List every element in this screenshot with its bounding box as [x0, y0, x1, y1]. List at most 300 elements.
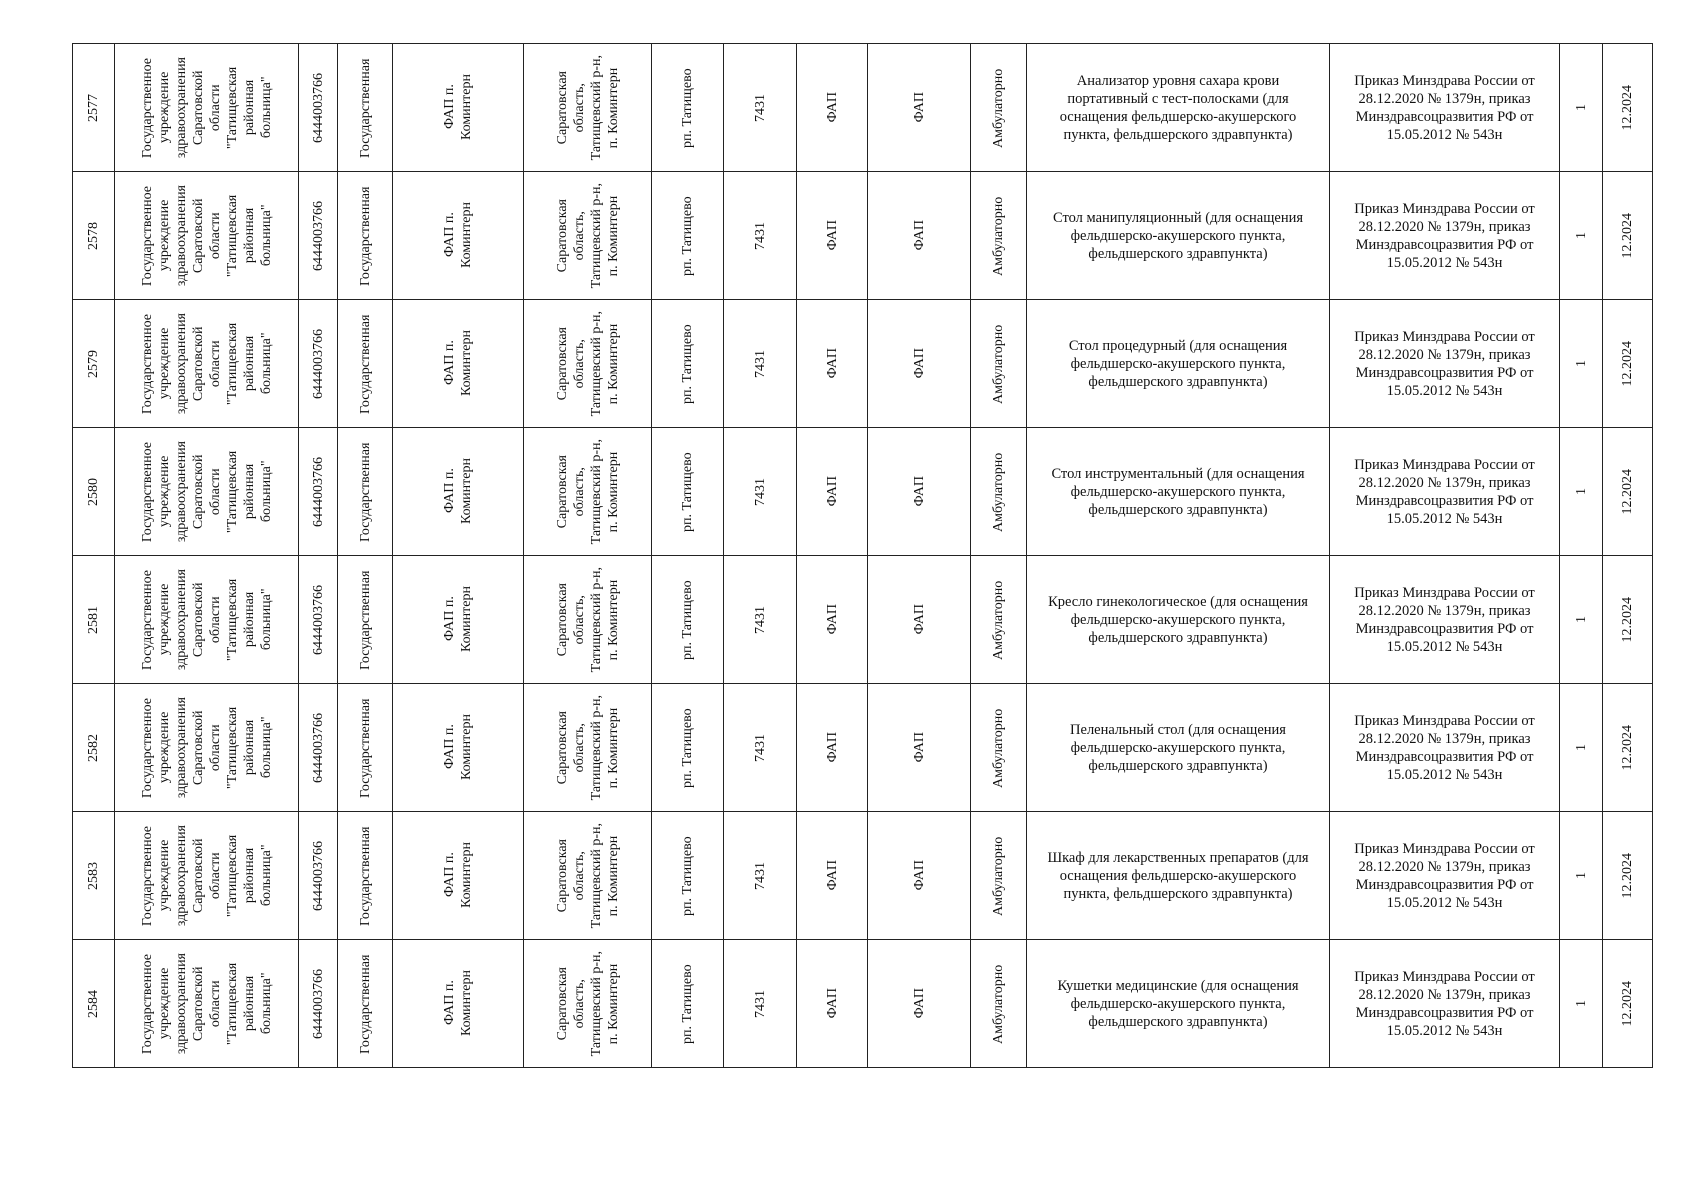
quantity-value-cell [1560, 44, 1603, 172]
organization-name-line: здравоохранения [173, 696, 189, 799]
organization-name-line: Саратовской [190, 966, 206, 1041]
unit-subtype: ФАП [911, 988, 927, 1019]
organization-name-line: Саратовской [190, 198, 206, 273]
unit-name [441, 458, 475, 524]
table-row [73, 300, 1653, 428]
basis-cell [1330, 940, 1560, 1068]
unit-subtype: ФАП [911, 348, 927, 379]
ownership-form-cell [338, 684, 393, 812]
organization-name-line: "Татищевская [224, 834, 240, 917]
organization-name-line: районная [241, 79, 257, 136]
unit-address-line: Татищевский р-н, [588, 694, 604, 801]
inn-number-cell [299, 172, 338, 300]
organization-name-line: здравоохранения [173, 312, 189, 415]
equipment-table [72, 43, 1653, 1068]
organization-name-line: здравоохранения [173, 184, 189, 287]
care-mode-cell [971, 684, 1027, 812]
unit-type: ФАП [824, 604, 840, 635]
quantity-value-cell [1560, 940, 1603, 1068]
quantity-value-cell [1560, 172, 1603, 300]
table-row [73, 812, 1653, 940]
equipment-cell [1027, 428, 1330, 556]
organization-name-line: учреждение [156, 327, 172, 400]
quantity-value-cell [1560, 428, 1603, 556]
unit-name-cell [393, 940, 524, 1068]
code-value: 7431 [752, 221, 768, 250]
organization-name-line: учреждение [156, 967, 172, 1040]
unit-address-line: Саратовская [554, 966, 570, 1041]
organization-name-line: Саратовской [190, 582, 206, 657]
row-number-cell [73, 428, 115, 556]
unit-address-line: Саратовская [554, 710, 570, 785]
care-mode-cell [971, 940, 1027, 1068]
organization-name-line: области [207, 340, 223, 387]
organization-name [139, 313, 275, 414]
basis-cell [1330, 556, 1560, 684]
row-number-cell [73, 44, 115, 172]
inn-number-cell [299, 940, 338, 1068]
organization-name-line: Государственное [139, 697, 155, 798]
legal-basis: Приказ Минздрава России от 28.12.2020 № 1379н, приказ Минздравсоцразвития РФ от 15.05.2012 № 543н [1354, 712, 1535, 783]
unit-address-cell [524, 556, 652, 684]
organization-name-line: области [207, 980, 223, 1027]
row-number-cell [73, 300, 115, 428]
care-mode-cell [971, 172, 1027, 300]
district-name-cell [652, 684, 724, 812]
basis-cell [1330, 300, 1560, 428]
ownership-form: Государственная [357, 185, 373, 286]
code-value-cell [724, 172, 797, 300]
unit-name-line: Коминтерн [459, 586, 474, 653]
unit-subtype-cell [868, 812, 971, 940]
organization-name-cell [115, 44, 299, 172]
unit-address-line: Татищевский р-н, [588, 182, 604, 289]
organization-name-line: здравоохранения [173, 568, 189, 671]
organization-name-line: здравоохранения [173, 952, 189, 1055]
unit-name-line: ФАП п. [442, 597, 457, 642]
unit-name-cell [393, 300, 524, 428]
unit-type-cell [797, 44, 868, 172]
inn-number: 6444003766 [310, 200, 326, 271]
unit-name-cell [393, 44, 524, 172]
care-mode: Амбулаторно [991, 579, 1006, 660]
deadline-date-cell [1603, 684, 1653, 812]
district-name-cell [652, 940, 724, 1068]
unit-address-line: Саратовская [554, 198, 570, 273]
organization-name-line: Государственное [139, 441, 155, 542]
organization-name-cell [115, 428, 299, 556]
ownership-form: Государственная [357, 57, 373, 158]
deadline-date: 12.2024 [1620, 340, 1635, 387]
ownership-form: Государственная [357, 953, 373, 1054]
code-value-cell [724, 812, 797, 940]
ownership-form-cell [338, 812, 393, 940]
quantity-value-cell [1560, 684, 1603, 812]
unit-address-cell [524, 172, 652, 300]
unit-address-line: область, [571, 466, 587, 517]
organization-name-line: "Татищевская [224, 66, 240, 149]
unit-subtype-cell [868, 172, 971, 300]
unit-subtype-cell [868, 940, 971, 1068]
organization-name-line: больница" [258, 716, 274, 779]
equipment-description: Кушетки медицинские (для оснащения фельдшерско-акушерского пункта, фельдшерского здравпункта) [1057, 977, 1299, 1030]
district-name-cell [652, 428, 724, 556]
unit-address-line: п. Коминтерн [605, 707, 621, 788]
equipment-description: Пеленальный стол (для оснащения фельдшерско-акушерского пункта, фельдшерского здравпункта) [1070, 721, 1286, 774]
row-number: 2580 [86, 477, 101, 506]
unit-name [441, 202, 475, 268]
organization-name-line: учреждение [156, 199, 172, 272]
district-name-cell [652, 172, 724, 300]
unit-name [441, 586, 475, 652]
ownership-form-cell [338, 172, 393, 300]
code-value: 7431 [752, 989, 768, 1018]
inn-number: 6444003766 [310, 712, 326, 783]
unit-name-line: Коминтерн [459, 330, 474, 397]
unit-name-line: Коминтерн [459, 970, 474, 1037]
ownership-form: Государственная [357, 569, 373, 670]
organization-name-line: больница" [258, 972, 274, 1035]
unit-name [441, 714, 475, 780]
organization-name-line: Саратовской [190, 838, 206, 913]
quantity-value: 1 [1573, 232, 1589, 239]
organization-name [139, 569, 275, 670]
legal-basis: Приказ Минздрава России от 28.12.2020 № 1379н, приказ Минздравсоцразвития РФ от 15.05.2012 № 543н [1354, 456, 1535, 527]
unit-address-line: Татищевский р-н, [588, 54, 604, 161]
deadline-date-cell [1603, 556, 1653, 684]
organization-name [139, 57, 275, 158]
district-name: рп. Татищево [680, 323, 695, 404]
care-mode-cell [971, 44, 1027, 172]
organization-name-line: районная [241, 463, 257, 520]
table-row [73, 428, 1653, 556]
code-value-cell [724, 556, 797, 684]
organization-name-line: Государственное [139, 953, 155, 1054]
organization-name-line: Саратовской [190, 454, 206, 529]
unit-name-line: Коминтерн [459, 202, 474, 269]
organization-name-line: учреждение [156, 583, 172, 656]
equipment-cell [1027, 684, 1330, 812]
organization-name-line: области [207, 596, 223, 643]
quantity-value: 1 [1573, 616, 1589, 623]
unit-name-line: Коминтерн [459, 842, 474, 909]
code-value-cell [724, 300, 797, 428]
district-name: рп. Татищево [680, 835, 695, 916]
unit-address [554, 311, 622, 416]
deadline-date-cell [1603, 172, 1653, 300]
unit-address-line: п. Коминтерн [605, 195, 621, 276]
district-name-cell [652, 44, 724, 172]
unit-name-cell [393, 428, 524, 556]
equipment-cell [1027, 940, 1330, 1068]
unit-address-line: Саратовская [554, 70, 570, 145]
care-mode: Амбулаторно [991, 451, 1006, 532]
deadline-date: 12.2024 [1620, 852, 1635, 899]
unit-address-line: область, [571, 594, 587, 645]
unit-address-cell [524, 812, 652, 940]
care-mode-cell [971, 556, 1027, 684]
unit-address [554, 567, 622, 672]
basis-cell [1330, 44, 1560, 172]
unit-name-line: Коминтерн [459, 458, 474, 525]
inn-number-cell [299, 44, 338, 172]
deadline-date-cell [1603, 300, 1653, 428]
organization-name-line: учреждение [156, 455, 172, 528]
inn-number: 6444003766 [310, 968, 326, 1039]
organization-name-line: области [207, 724, 223, 771]
row-number: 2579 [86, 349, 101, 378]
care-mode: Амбулаторно [991, 963, 1006, 1044]
row-number-cell [73, 684, 115, 812]
organization-name-line: больница" [258, 844, 274, 907]
legal-basis: Приказ Минздрава России от 28.12.2020 № 1379н, приказ Минздравсоцразвития РФ от 15.05.2012 № 543н [1354, 72, 1535, 143]
code-value-cell [724, 684, 797, 812]
basis-cell [1330, 684, 1560, 812]
organization-name-line: области [207, 468, 223, 515]
basis-cell [1330, 812, 1560, 940]
care-mode: Амбулаторно [991, 323, 1006, 404]
code-value: 7431 [752, 93, 768, 122]
inn-number-cell [299, 812, 338, 940]
unit-address-line: Саратовская [554, 454, 570, 529]
unit-name-line: ФАП п. [442, 469, 457, 514]
code-value-cell [724, 940, 797, 1068]
row-number: 2582 [86, 733, 101, 762]
unit-type-cell [797, 940, 868, 1068]
organization-name-line: больница" [258, 76, 274, 139]
unit-address-line: п. Коминтерн [605, 451, 621, 532]
unit-address-line: Татищевский р-н, [588, 822, 604, 929]
unit-address-line: Татищевский р-н, [588, 438, 604, 545]
ownership-form-cell [338, 44, 393, 172]
organization-name-line: "Татищевская [224, 194, 240, 277]
organization-name-line: районная [241, 975, 257, 1032]
care-mode: Амбулаторно [991, 835, 1006, 916]
care-mode: Амбулаторно [991, 67, 1006, 148]
organization-name-line: районная [241, 719, 257, 776]
table-row [73, 44, 1653, 172]
care-mode-cell [971, 428, 1027, 556]
unit-name-cell [393, 684, 524, 812]
unit-address [554, 951, 622, 1056]
inn-number: 6444003766 [310, 584, 326, 655]
ownership-form: Государственная [357, 697, 373, 798]
row-number-cell [73, 940, 115, 1068]
organization-name-line: учреждение [156, 839, 172, 912]
ownership-form-cell [338, 300, 393, 428]
deadline-date: 12.2024 [1620, 212, 1635, 259]
unit-address-line: Татищевский р-н, [588, 310, 604, 417]
organization-name-line: больница" [258, 332, 274, 395]
unit-type: ФАП [824, 988, 840, 1019]
organization-name-line: Государственное [139, 57, 155, 158]
row-number: 2577 [86, 93, 101, 122]
code-value: 7431 [752, 477, 768, 506]
district-name: рп. Татищево [680, 67, 695, 148]
organization-name-cell [115, 940, 299, 1068]
unit-address-line: область, [571, 82, 587, 133]
district-name-cell [652, 300, 724, 428]
quantity-value: 1 [1573, 360, 1589, 367]
table-row [73, 940, 1653, 1068]
inn-number-cell [299, 428, 338, 556]
unit-type: ФАП [824, 732, 840, 763]
quantity-value-cell [1560, 300, 1603, 428]
unit-address-line: Саратовская [554, 326, 570, 401]
unit-subtype-cell [868, 300, 971, 428]
organization-name-line: Государственное [139, 185, 155, 286]
quantity-value: 1 [1573, 488, 1589, 495]
unit-subtype-cell [868, 44, 971, 172]
equipment-cell [1027, 556, 1330, 684]
row-number-cell [73, 172, 115, 300]
unit-type: ФАП [824, 92, 840, 123]
unit-address-line: п. Коминтерн [605, 963, 621, 1044]
table-row [73, 556, 1653, 684]
code-value-cell [724, 428, 797, 556]
district-name-cell [652, 556, 724, 684]
organization-name-line: области [207, 84, 223, 131]
unit-address-line: Татищевский р-н, [588, 950, 604, 1057]
deadline-date-cell [1603, 812, 1653, 940]
unit-type: ФАП [824, 476, 840, 507]
unit-type-cell [797, 428, 868, 556]
inn-number-cell [299, 684, 338, 812]
quantity-value: 1 [1573, 872, 1589, 879]
organization-name-line: районная [241, 207, 257, 264]
unit-name-line: ФАП п. [442, 85, 457, 130]
legal-basis: Приказ Минздрава России от 28.12.2020 № 1379н, приказ Минздравсоцразвития РФ от 15.05.2012 № 543н [1354, 200, 1535, 271]
ownership-form: Государственная [357, 825, 373, 926]
code-value: 7431 [752, 733, 768, 762]
legal-basis: Приказ Минздрава России от 28.12.2020 № 1379н, приказ Минздравсоцразвития РФ от 15.05.2012 № 543н [1354, 840, 1535, 911]
unit-address-line: п. Коминтерн [605, 579, 621, 660]
inn-number: 6444003766 [310, 840, 326, 911]
quantity-value: 1 [1573, 744, 1589, 751]
equipment-description: Стол процедурный (для оснащения фельдшерско-акушерского пункта, фельдшерского здравпункта) [1068, 337, 1288, 390]
district-name-cell [652, 812, 724, 940]
quantity-value: 1 [1573, 104, 1589, 111]
organization-name-line: Государственное [139, 825, 155, 926]
row-number: 2578 [86, 221, 101, 250]
unit-address [554, 439, 622, 544]
unit-subtype: ФАП [911, 604, 927, 635]
organization-name [139, 825, 275, 926]
unit-name [441, 970, 475, 1036]
table-row [73, 172, 1653, 300]
organization-name-line: "Татищевская [224, 706, 240, 789]
equipment-cell [1027, 44, 1330, 172]
unit-type-cell [797, 300, 868, 428]
district-name: рп. Татищево [680, 707, 695, 788]
unit-name-cell [393, 556, 524, 684]
code-value: 7431 [752, 349, 768, 378]
organization-name-line: здравоохранения [173, 56, 189, 159]
organization-name-cell [115, 812, 299, 940]
organization-name-line: здравоохранения [173, 440, 189, 543]
unit-type-cell [797, 684, 868, 812]
organization-name-line: "Татищевская [224, 450, 240, 533]
legal-basis: Приказ Минздрава России от 28.12.2020 № 1379н, приказ Минздравсоцразвития РФ от 15.05.2012 № 543н [1354, 968, 1535, 1039]
ownership-form: Государственная [357, 441, 373, 542]
organization-name-line: районная [241, 591, 257, 648]
unit-address-line: Саратовская [554, 582, 570, 657]
organization-name-cell [115, 556, 299, 684]
inn-number: 6444003766 [310, 72, 326, 143]
unit-subtype-cell [868, 428, 971, 556]
organization-name-cell [115, 172, 299, 300]
unit-name-line: Коминтерн [459, 74, 474, 141]
quantity-value-cell [1560, 812, 1603, 940]
unit-address-line: п. Коминтерн [605, 323, 621, 404]
unit-name-line: ФАП п. [442, 981, 457, 1026]
deadline-date: 12.2024 [1620, 84, 1635, 131]
unit-name-line: ФАП п. [442, 853, 457, 898]
legal-basis: Приказ Минздрава России от 28.12.2020 № 1379н, приказ Минздравсоцразвития РФ от 15.05.2012 № 543н [1354, 328, 1535, 399]
code-value-cell [724, 44, 797, 172]
inn-number-cell [299, 556, 338, 684]
organization-name-cell [115, 684, 299, 812]
unit-address-line: п. Коминтерн [605, 67, 621, 148]
equipment-cell [1027, 172, 1330, 300]
equipment-description: Кресло гинекологическое (для оснащения фельдшерско-акушерского пункта, фельдшерского здравпункта) [1048, 593, 1308, 646]
organization-name-line: области [207, 212, 223, 259]
organization-name-line: Саратовской [190, 70, 206, 145]
deadline-date-cell [1603, 428, 1653, 556]
row-number-cell [73, 812, 115, 940]
organization-name-line: "Татищевская [224, 322, 240, 405]
organization-name-line: больница" [258, 588, 274, 651]
deadline-date-cell [1603, 940, 1653, 1068]
organization-name-line: учреждение [156, 71, 172, 144]
organization-name [139, 697, 275, 798]
unit-name [441, 842, 475, 908]
care-mode-cell [971, 300, 1027, 428]
organization-name [139, 185, 275, 286]
ownership-form-cell [338, 428, 393, 556]
district-name: рп. Татищево [680, 195, 695, 276]
row-number: 2581 [86, 605, 101, 634]
equipment-description: Шкаф для лекарственных препаратов (для оснащения фельдшерско-акушерского пункта, фельдшерского здравпункта) [1047, 849, 1309, 902]
organization-name-line: Государственное [139, 569, 155, 670]
ownership-form-cell [338, 940, 393, 1068]
unit-address [554, 55, 622, 160]
organization-name-line: учреждение [156, 711, 172, 784]
unit-name-line: ФАП п. [442, 213, 457, 258]
quantity-value-cell [1560, 556, 1603, 684]
unit-type: ФАП [824, 220, 840, 251]
district-name: рп. Татищево [680, 451, 695, 532]
equipment-description: Анализатор уровня сахара крови портативный с тест-полосками (для оснащения фельдшерско-акушерского пункта, фельдшерского здравпункта) [1059, 72, 1297, 143]
organization-name-line: Саратовской [190, 326, 206, 401]
unit-name-line: ФАП п. [442, 725, 457, 770]
organization-name-line: больница" [258, 204, 274, 267]
unit-type: ФАП [824, 348, 840, 379]
equipment-cell [1027, 812, 1330, 940]
unit-address-cell [524, 940, 652, 1068]
table-row [73, 684, 1653, 812]
unit-subtype: ФАП [911, 92, 927, 123]
unit-name [441, 74, 475, 140]
unit-address-line: п. Коминтерн [605, 835, 621, 916]
unit-type-cell [797, 556, 868, 684]
ownership-form-cell [338, 556, 393, 684]
unit-type: ФАП [824, 860, 840, 891]
organization-name-cell [115, 300, 299, 428]
equipment-description: Стол инструментальный (для оснащения фельдшерско-акушерского пункта, фельдшерского здравпункта) [1051, 465, 1305, 518]
district-name: рп. Татищево [680, 963, 695, 1044]
equipment-cell [1027, 300, 1330, 428]
